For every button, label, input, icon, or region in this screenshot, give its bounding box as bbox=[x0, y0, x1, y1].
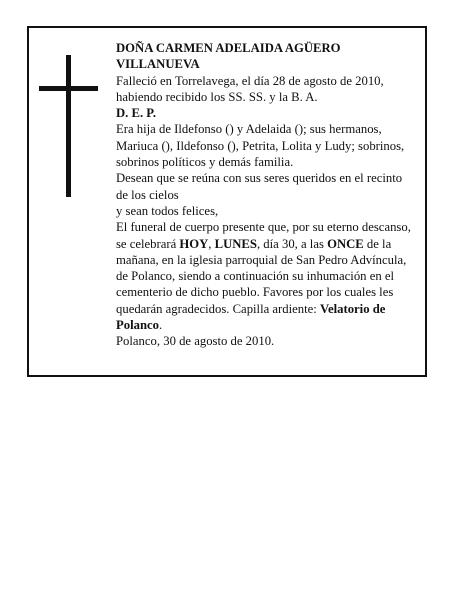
notice-text bbox=[116, 40, 416, 350]
cross-icon-horizontal-bar bbox=[39, 86, 98, 91]
dep-line: D. E. P. bbox=[116, 106, 157, 121]
obituary-notice bbox=[27, 26, 427, 377]
wish-line-1: Desean que se reúna con sus seres queridos en el recinto de los cielos bbox=[116, 171, 403, 202]
cross-icon-vertical-bar bbox=[66, 55, 71, 197]
wish-line-2: y sean todos felices, bbox=[116, 203, 219, 218]
funeral-text-2: , bbox=[208, 236, 215, 251]
funeral-hoy: HOY bbox=[179, 236, 209, 251]
funeral-text-3: , día 30, a las bbox=[256, 236, 328, 251]
funeral-text-4: de la mañana, en la iglesia parroquial de San Pedro Advíncula, de Polanco, siendo a continuación su inhumación en el cementerio de dicho pueblo. Favores por los cuales les quedarán agradecidos. Capilla ardiente: bbox=[116, 236, 407, 316]
funeral-velatorio: Velatorio de Polanco bbox=[116, 301, 386, 333]
funeral-text-1: El funeral de cuerpo presente que, por su eterno descanso, se celebrará bbox=[116, 220, 411, 251]
place-date: Polanco, 30 de agosto de 2010. bbox=[116, 334, 275, 349]
funeral-lunes: LUNES bbox=[214, 236, 257, 251]
funeral-once: ONCE bbox=[327, 236, 364, 251]
family-paragraph: Era hija de Ildefonso () y Adelaida (); sus hermanos, Mariuca (), Ildefonso (), Petrita, Lolita y Ludy; sobrinos, sobrinos políticos y demás familia. bbox=[116, 122, 405, 170]
funeral-paragraph bbox=[116, 219, 416, 333]
deceased-name: DOÑA CARMEN ADELAIDA AGÜERO VILLANUEVA bbox=[116, 41, 341, 72]
death-announcement: Falleció en Torrelavega, el día 28 de agosto de 2010, habiendo recibido los SS. SS. y la B. A. bbox=[116, 73, 384, 104]
funeral-text-5: . bbox=[159, 318, 163, 333]
